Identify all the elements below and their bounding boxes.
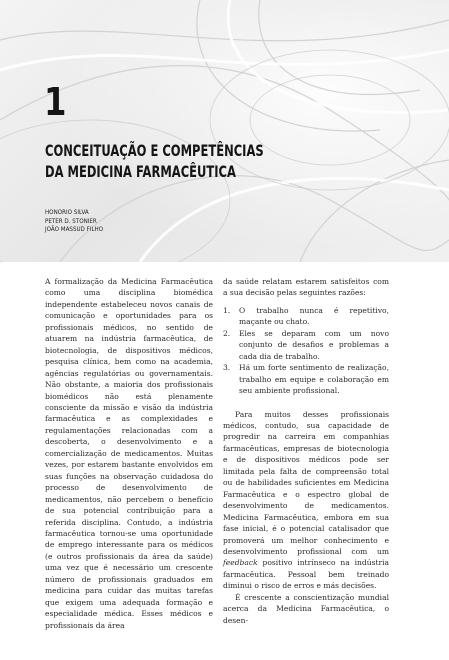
list-item-text: Eles se deparam com um novo conjunto de desafios e problemas a cada dia de trabalho. [239,328,389,361]
author-name: JOÃO MASSUD FILHO [45,226,104,234]
list-item-number: 1. [223,305,231,315]
body-paragraph: É crescente a conscientização mundial acerca da Medicina Farmacêutica, o desen- [223,592,389,625]
chapter-title-line-2: DA MEDICINA FARMACÊUTICA [45,162,236,181]
body-text: Para muitos desses profissionais médicos, contudo, sua capacidade de progredir na carreira em companhias farmacêuticas, empresas de biotecnologia e de dispositivos médicos pode ser limitada pela falta de compreensão total ou de habilidades suficientes em Medicina Farmacêutica e o espectro global de desenvolvimento de medicamentos. Medicina Farmacêutica, embora em sua fase inicial, é o potencial catalisador que promoverá um melhor conhecimento e desenvolvimento profissional com um [223,409,389,556]
chapter-title-line-1: CONCEITUAÇÃO E COMPETÊNCIAS [45,141,264,160]
list-item-number: 3. [223,363,231,373]
author-name: HONORIO SILVA [45,209,89,216]
list-item-text: O trabalho nunca é repetitivo, maçante ou chato. [239,305,389,327]
list-item-text: Há um forte sentimento de realização, trabalho em equipe e colaboração em seu ambiente profissional. [239,363,389,396]
chapter-title [45,140,376,182]
body-column-left [45,276,213,631]
body-paragraph: A formalização da Medicina Farmacêutica como uma disciplina biomédica independente estabeleceu novos canais de comunicação e oportunidades para os profissionais médicos, no sentido de atuarem na indústria farmacêutica, de biotecnologia, de dispositivos médicos, pesquisa clínica, bem como na academia, agências regulatórias ou governamentais. Não obstante, a maioria dos profissionais biomédicos não está plenamente consciente da missão e visão da indústria farmacêutica e as complexidades e regulamentações relacionadas com a descoberta, o desenvolvimento e a comercialização de medicamentos. Muitas vezes, por estarem bastante envolvidos em suas funções na observação cuidadosa do processo de desenvolvimento de medicamentos, não percebem o benefício de sua potencial contribuição para a referida disciplina. Contudo, a indústria farmacêutica tornou-se uma oportunidade de emprego interessante para os médicos (e outros profissionais da área da saúde) uma vez que é necessário um crescente número de profissionais graduados em medicina para cuidar das muitas tarefas que exigem uma adequada formação e especialidade médica. Esses médicos e profissionais da área [45,277,213,630]
body-paragraph-continued: da saúde relatam estarem satisfeitos com a sua decisão pelas seguintes razões: [223,277,389,298]
list-item [223,305,389,328]
chapter-header-background [0,0,449,262]
author-name: PETER D. STONIER [45,217,97,225]
author-list [45,209,103,235]
chapter-number: 1 [44,80,67,124]
body-text-emphasis: feedback [223,558,258,568]
list-item [223,362,389,396]
list-item-number: 2. [223,328,231,338]
list-item [223,328,389,362]
body-text: positivo intrínseco na indústria farmacêutica. Pessoal bem treinado diminui o risco de erros e más decisões. [223,558,389,591]
reasons-list [223,305,389,397]
body-column-right [223,276,389,626]
body-paragraph [223,409,389,592]
